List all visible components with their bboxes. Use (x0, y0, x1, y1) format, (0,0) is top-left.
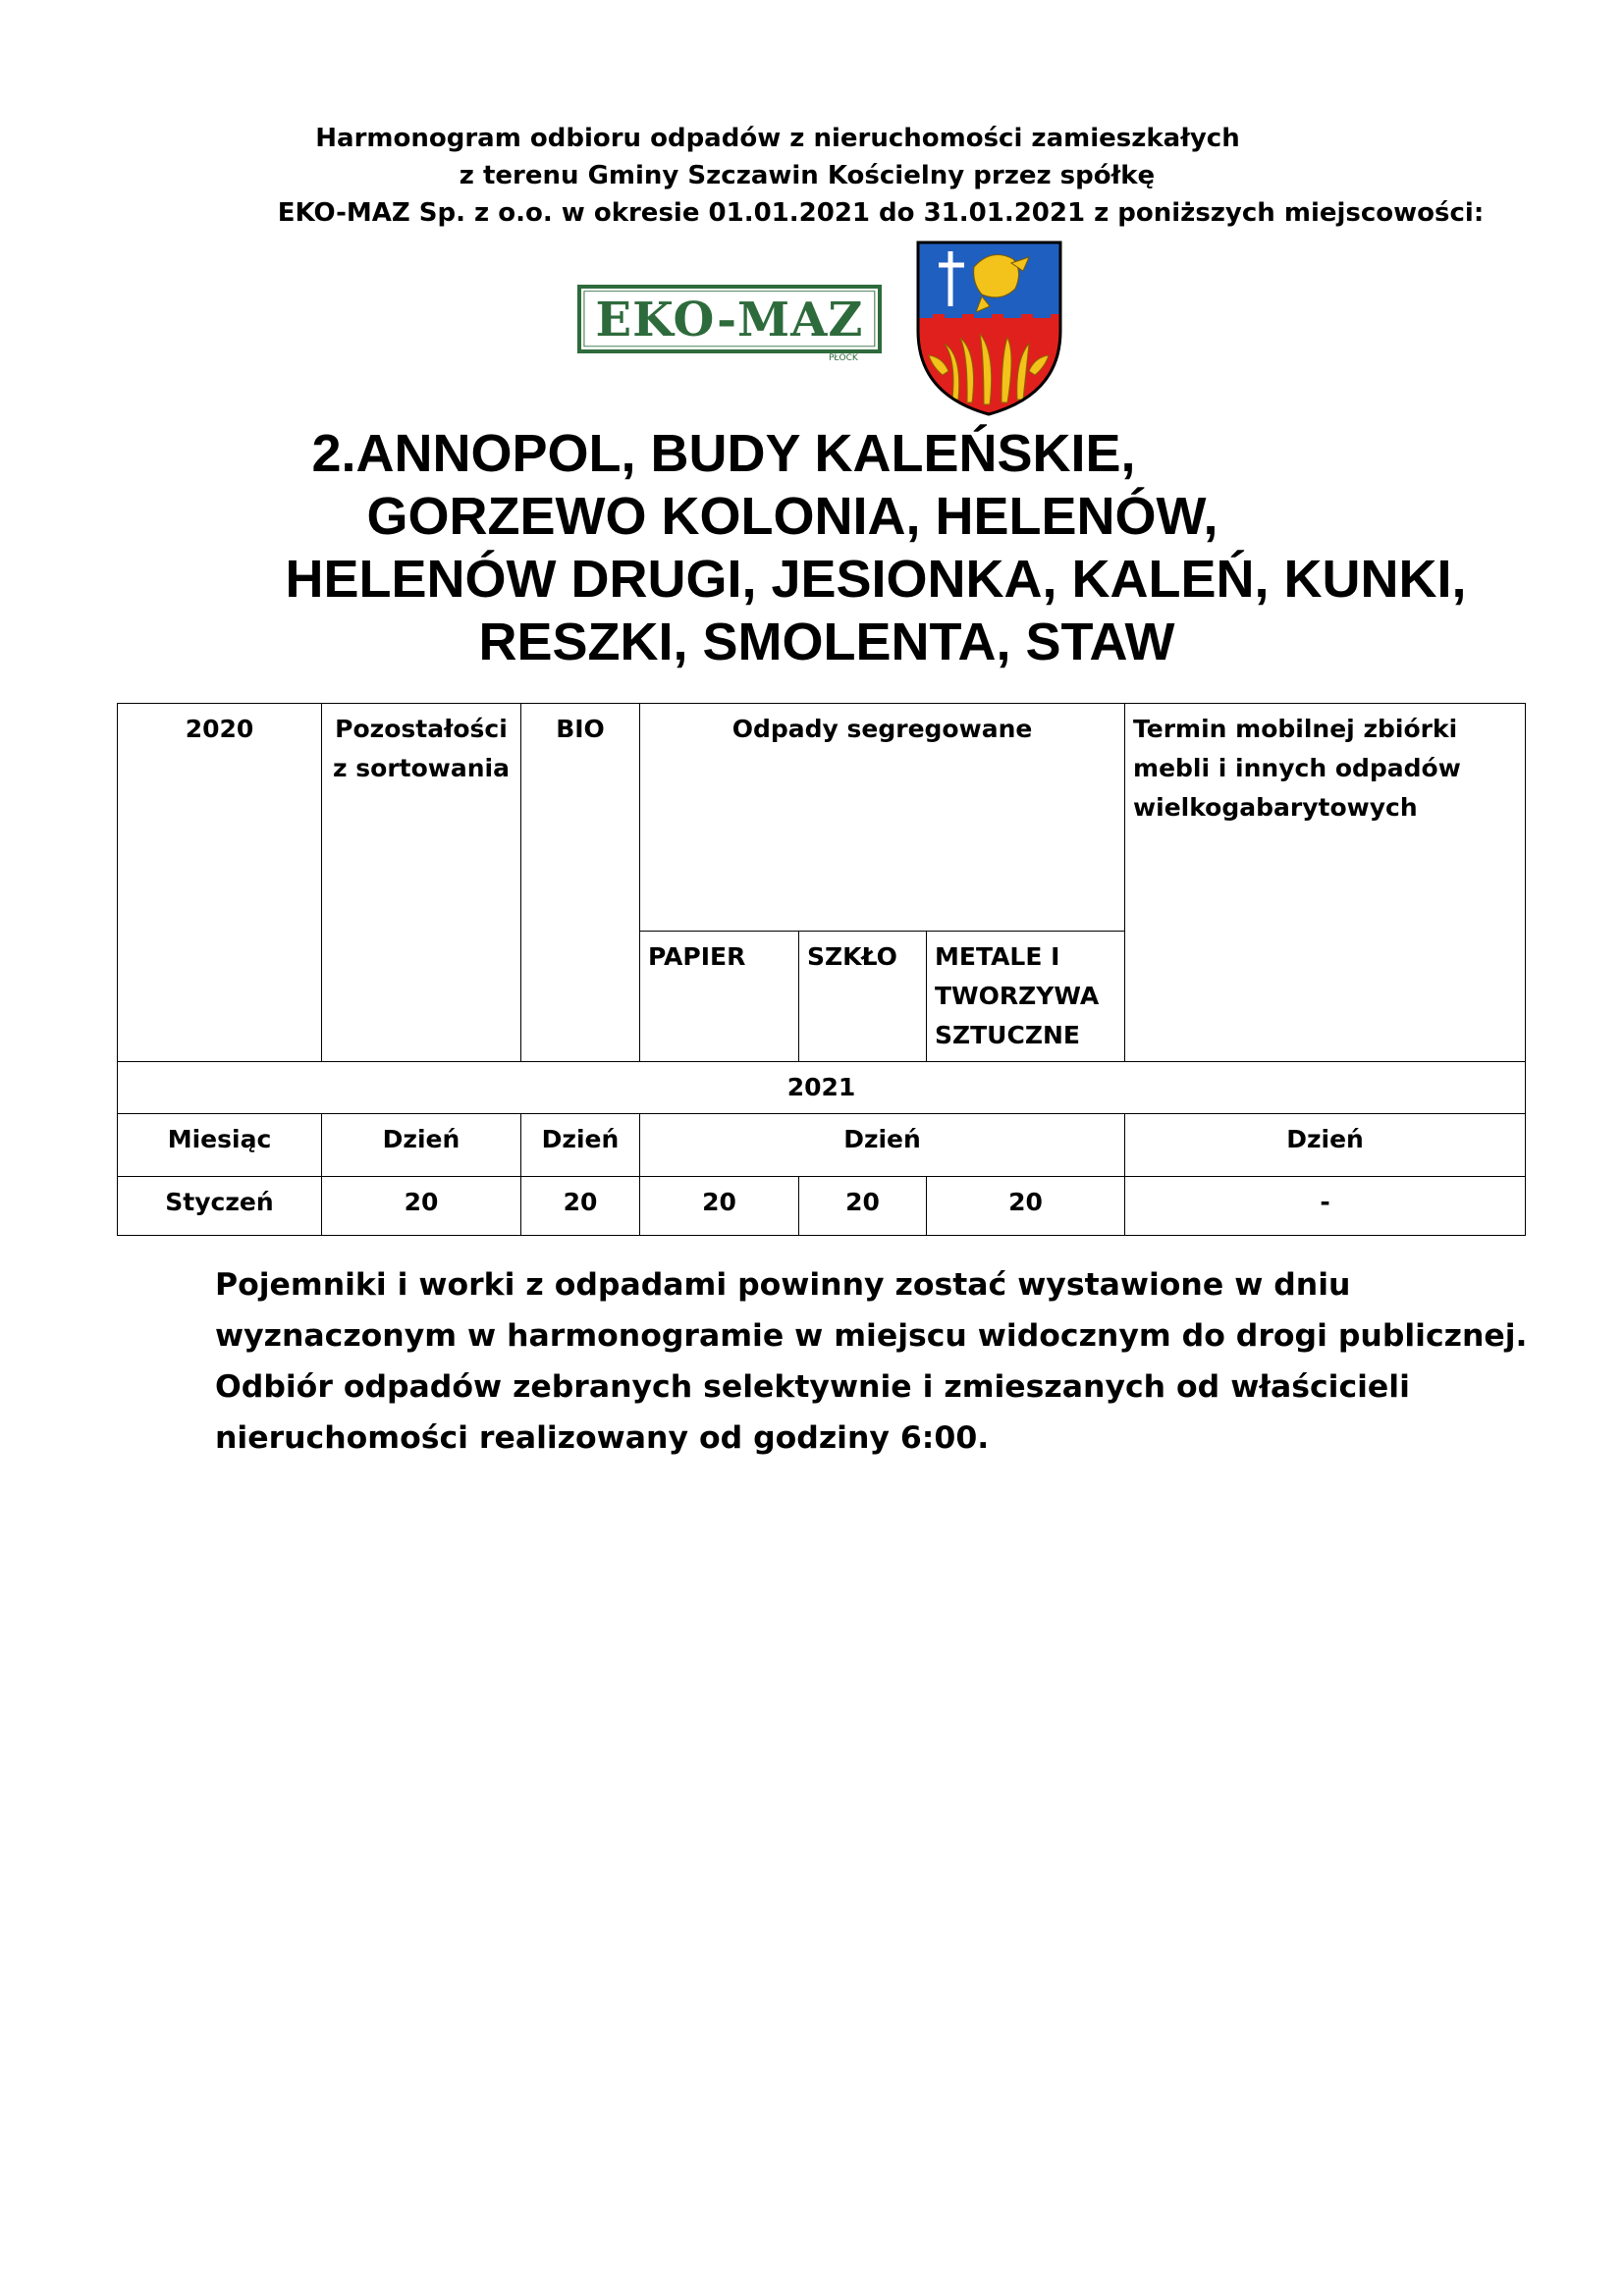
logo-subtext: PŁOCK (829, 353, 858, 363)
coat-of-arms-icon (913, 238, 1065, 419)
header-residual: Pozostałości z sortowania (322, 704, 521, 1062)
cell-metal-plastic: 20 (927, 1177, 1125, 1236)
header-bulky: Termin mobilnej zbiórki mebli i innych odpadów wielkogabarytowych (1125, 704, 1526, 1062)
localities-line-4: RESZKI, SMOLENTA, STAW (478, 613, 1175, 671)
localities-line-3: HELENÓW DRUGI, JESIONKA, KALEŃ, KUNKI, (285, 550, 1467, 609)
header-line-3: EKO-MAZ Sp. z o.o. w okresie 01.01.2021 do 31.01.2021 z poniższych miejscowości: (277, 198, 1485, 228)
subheader-metal-plastic: METALE I TWORZYWA SZTUCZNE (927, 932, 1125, 1062)
subheader-glass: SZKŁO (799, 932, 927, 1062)
header-year-2020: 2020 (118, 704, 322, 1062)
cell-bio: 20 (521, 1177, 640, 1236)
header-segregated: Odpady segregowane (640, 704, 1125, 932)
logo-text: EKO-MAZ (595, 293, 864, 347)
cell-month: Styczeń (118, 1177, 322, 1236)
localities-line-1: 2.ANNOPOL, BUDY KALEŃSKIE, (311, 424, 1136, 483)
header-bio: BIO (521, 704, 640, 1062)
header-line-1: Harmonogram odbioru odpadów z nieruchomości zamieszkałych (315, 124, 1240, 153)
document-header (0, 120, 1624, 232)
cell-residual: 20 (322, 1177, 521, 1236)
label-day-bio: Dzień (521, 1114, 640, 1177)
label-day-segregated: Dzień (640, 1114, 1125, 1177)
year-row: 2021 (118, 1062, 1526, 1114)
header-line-2: z terenu Gminy Szczawin Kościelny przez spółkę (459, 161, 1156, 190)
label-day-residual: Dzień (322, 1114, 521, 1177)
cell-glass: 20 (799, 1177, 927, 1236)
label-month: Miesiąc (118, 1114, 322, 1177)
subheader-paper: PAPIER (640, 932, 799, 1062)
localities-line-2: GORZEWO KOLONIA, HELENÓW, (366, 487, 1218, 546)
eko-maz-logo (577, 285, 882, 363)
cell-bulky: - (1125, 1177, 1526, 1236)
schedule-table (117, 703, 1526, 1236)
localities-heading (0, 422, 1624, 673)
table-row (118, 1177, 1526, 1236)
label-day-bulky: Dzień (1125, 1114, 1526, 1177)
cell-paper: 20 (640, 1177, 799, 1236)
notice-paragraph: Pojemniki i worki z odpadami powinny zostać wystawione w dniu wyznaczonym w harmonogramie w miejscu widocznym do drogi publicznej. Odbiór odpadów zebranych selektywnie i zmieszanych od właścicieli nieruchomości realizowany od godziny 6:00. (215, 1267, 1528, 1456)
